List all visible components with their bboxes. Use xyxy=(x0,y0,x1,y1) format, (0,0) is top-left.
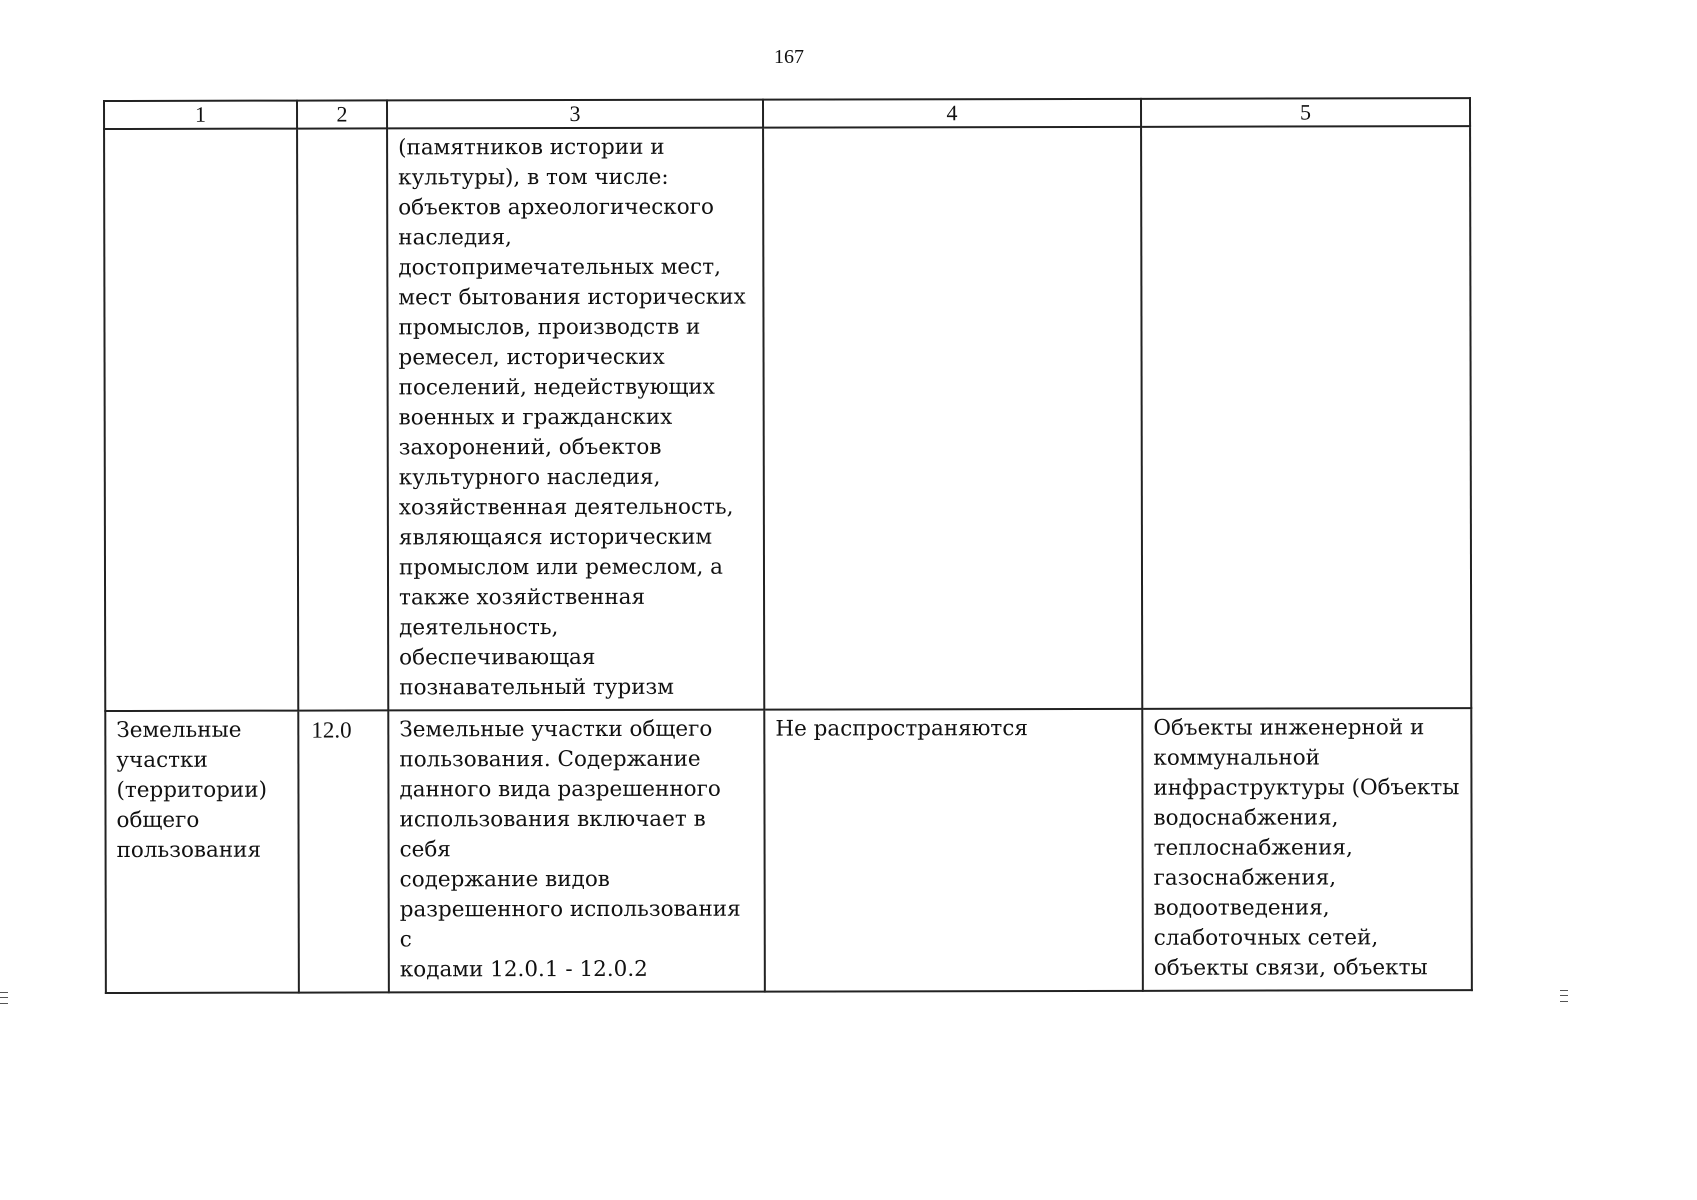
cell-text xyxy=(105,130,296,140)
table-cell xyxy=(763,127,1142,710)
scan-edge-mark-left xyxy=(0,992,8,1004)
cell-land-use-name: Земельные участки (территории) общего пользования xyxy=(116,717,267,863)
scan-edge-mark-right xyxy=(1560,990,1568,1002)
column-header-1: 1 xyxy=(104,101,297,129)
column-header-2: 2 xyxy=(297,100,387,128)
table-row xyxy=(104,126,1471,711)
table-header-row xyxy=(104,98,1470,129)
page-number: 167 xyxy=(774,46,804,68)
table-cell xyxy=(298,710,389,992)
cell-code xyxy=(298,129,386,139)
cell-text xyxy=(764,128,1140,139)
table-cell xyxy=(1141,126,1471,709)
cell-objects: Объекты инженерной и коммунальной инфраструктуры (Объекты водоснабжения, теплоснабжения, газоснабжения, водоотведения, слаботочных сетей, объекты связи, объекты xyxy=(1153,715,1460,981)
table-cell xyxy=(1142,708,1472,991)
column-header-5: 5 xyxy=(1141,98,1470,127)
cell-text xyxy=(1142,127,1469,138)
table-row xyxy=(105,708,1472,993)
table-cell xyxy=(388,710,765,993)
cell-description: Земельные участки общего пользования. Содержание данного вида разрешенного использования включает в себя содержание видов разрешенного использования с кодами 12.0.1 - 12.0.2 xyxy=(399,716,741,983)
table-cell xyxy=(297,128,388,710)
table-cell xyxy=(105,711,299,993)
land-use-table xyxy=(103,97,1473,994)
column-header-4: 4 xyxy=(763,99,1141,128)
table-cell xyxy=(104,129,298,711)
cell-description: (памятников истории и культуры), в том числе: объектов археологического наследия, достопримечательных мест, мест бытования исторических промыслов, производств и ремесел, исторических поселений, недействующих военных и гражданских захоронений, объектов культурного наследия, хозяйственная деятельность, являющаяся историческим промыслом или ремеслом, а также хозяйственная деятельность, обеспечивающая познавательный туризм xyxy=(398,134,746,701)
table-cell xyxy=(764,709,1143,992)
column-header-3: 3 xyxy=(387,100,763,129)
cell-code: 12.0 xyxy=(311,717,352,743)
cell-restrictions: Не распространяются xyxy=(775,716,1028,742)
table-cell xyxy=(387,128,764,711)
